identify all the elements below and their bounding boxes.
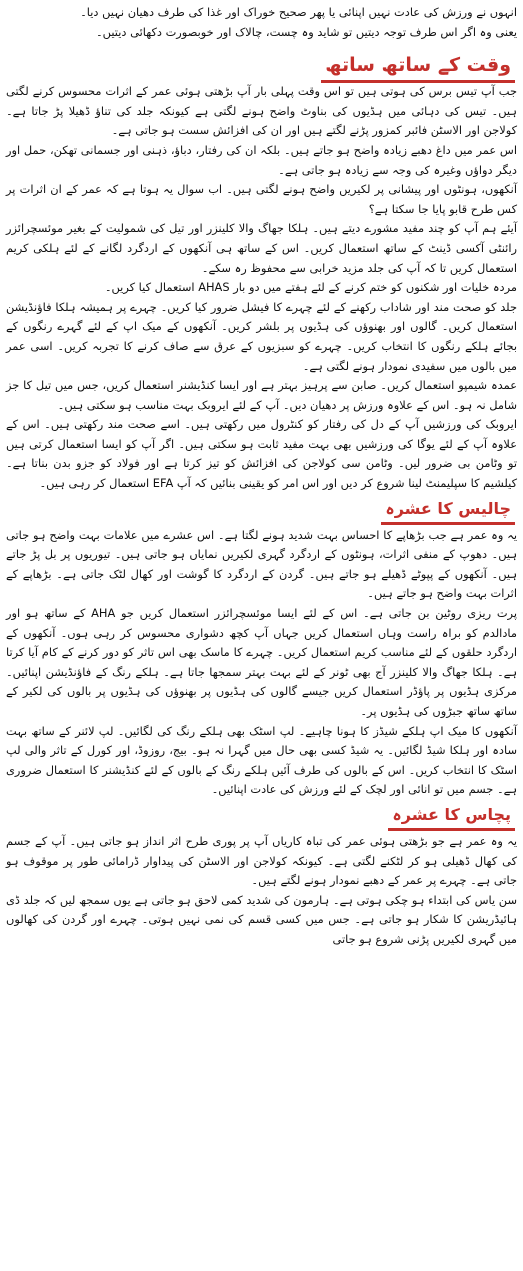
section-heading-forties	[0, 494, 523, 526]
section-title: پچاس کا عشرہ	[388, 804, 515, 831]
paragraph: اس عمر میں داغ دھبے زیادہ واضح ہو جاتے ہیں۔ بلکہ ان کی رفتار، دباؤ، ذہنی اور جسمانی تھکن، حمل اور دیگر دواؤں وغیرہ کی وجہ سے زیادہ ہو جاتی ہے۔	[6, 142, 517, 177]
paragraph: انہوں نے ورزش کی عادت نہیں اپنائی یا پھر صحیح خوراک اور غذا کی طرف دھیان نہیں دیا۔	[80, 5, 517, 19]
paragraph: یعنی وہ اگر اس طرف توجہ دیتیں تو شاید وہ چست، چالاک اور خوبصورت دکھائی دیتیں۔	[96, 24, 517, 39]
section-title: وقت کے ساتھ ساتھ	[321, 52, 515, 83]
paragraph: آیئے ہم آپ کو چند مفید مشورے دیتے ہیں۔ ہلکا جھاگ والا کلینزر اور تیل کی شمولیت کے بغیر موئسچرائزر رائنٹی آکسی ڈینٹ کے ساتھ استعمال کریں۔ اس کے ساتھ ہی آنکھوں کے اردگرد لگانے کے لئے ہلکی کریم استعمال کریں تا کہ آپ کی جلد مزید خرابی سے محفوظ رہ سکے۔	[6, 221, 517, 275]
paragraph: مردہ خلیات اور شکنوں کو ختم کرنے کے لئے ہفتے میں دو بار AHAS استعمال کیا کریں۔	[104, 280, 517, 295]
paragraph: یہ وہ عمر ہے جو بڑھتی ہوئی عمر کی تباہ کاریاں آپ پر پوری طرح اثر انداز ہو جاتی ہیں۔ آپ کے جسم کی کھال ڈھیلی ہو کر لٹکنے لگتی ہے۔ کیونکہ کولاجن اور الاسٹن کی پیداوار ڈرامائی طور پر موقوف ہو جاتی ہے۔ چہرے پر عمر کے دھبے نمودار ہونے لگتے ہیں۔	[6, 833, 517, 888]
paragraph: عمدہ شیمپو استعمال کریں۔ صابن سے پرہیز بہتر ہے اور ایسا کنڈیشنر استعمال کریں، جس میں تیل کا جز شامل نہ ہو۔ اس کے علاوہ ورزش پر دھیان دیں۔ آپ کے لئے ایروبک بہت مناسب ہو سکتی ہیں۔	[6, 378, 517, 412]
section-heading-with-time	[0, 50, 523, 82]
paragraph: پرت ریزی روٹین بن جاتی ہے۔ اس کے لئے ایسا موئسچرائزر استعمال کریں جو AHA کے ساتھ ہو اور مادالدم کو براہ راست وہاں استعمال کریں جہاں آپ کچھ دشواری محسوس کر رہی ہوں۔ آنکھوں کے اردگرد حلقوں کے لئے مناسب کریم استعمال کریں۔ چہرے کا ماسک بھی اس تاثر کو دور کرنے کے کام آیا کرتا ہے۔ ہلکا جھاگ والا کلینزر آج بھی ٹونر کے لئے بہت بہتر سمجھا جاتا ہے۔ ہلکے رنگ کے فاؤنڈیشن اپنائیں۔ مرکزی ہڈیوں پر پاؤڈر استعمال کریں جیسے گالوں کی ہڈیوں پر بھنوؤں کی ہڈیوں پر بالوں کی لکیر کے ساتھ ساتھ جبڑوں کی ہڈیوں پر۔	[6, 606, 517, 718]
section-heading-fifties	[0, 800, 523, 832]
section-with-time	[0, 82, 523, 493]
paragraph: جلد کو صحت مند اور شاداب رکھنے کے لئے چہرے کا فیشل ضرور کیا کریں۔ چہرے پر ہمیشہ ہلکا فاؤنڈیشن استعمال کریں۔ گالوں اور بھنوؤں کی ہڈیوں پر بلشر کریں۔ آنکھوں کے میک اپ کے لئے گہرے رنگوں کے بجائے ہلکے رنگوں کا انتخاب کریں۔ چہرے کو سبزیوں کے عرق سے صاف کرنے کا تجربہ کریں۔ اسی عمر میں بالوں میں سفیدی نمودار ہونے لگتی ہے۔	[6, 299, 517, 373]
paragraph: جب آپ تیس برس کی ہوتی ہیں تو اس وقت پہلی بار آپ بڑھتی ہوئی عمر کے اثرات محسوس کرنے لگتی ہیں۔ تیس کی دہائی میں ہڈیوں کی بناوٹ واضح ہونے لگتی ہے کیونکہ جلد کی تناؤ ڈھیلا پڑ جاتا ہے۔ کولاجن اور الاسٹن فائبر کمزور پڑنے لگتے ہیں اور ان کی افزائش سست ہو جاتی ہے۔	[6, 84, 517, 138]
paragraph: آنکھوں کا میک اپ ہلکے شیڈز کا ہونا چاہیے۔ لپ اسٹک بھی ہلکے رنگ کی لگائیں۔ لپ لائنر کے ساتھ بہت سادہ اور ہلکا شیڈ لگائیں۔ یہ شیڈ کسی بھی حال میں گہرا نہ ہو۔ بیج، روزوڈ، اور کورل کے تاثر والی لپ اسٹک کا انتخاب کریں۔ اس کے بالوں کی طرف آئیں ہلکے رنگ کے بالوں کے لئے کنڈیشنر کا استعمال ضروری ہے۔ جسم میں تو انائی اور لچک کے لئے ورزش کی عادت اپنائیں۔	[6, 723, 517, 797]
paragraph: ایروبک کی ورزشیں آپ کے دل کی رفتار کو کنٹرول میں رکھتی ہیں۔ اسے صحت مند رکھتی ہیں۔ اس کے علاوہ آپ کے لئے یوگا کی ورزشیں بھی بہت مفید ثابت ہو سکتی ہیں۔ اگر آپ کو ایسا استعمال کرتی ہیں تو وٹامن بی ضرور لیں۔ وٹامن سی کولاجن کی افزائش کو تیز کرتا ہے اور فولاد کو جزو بدن بناتا ہے۔ کیلشیم کا سپلیمنٹ لینا شروع کر دیں اور اس امر کو یقینی بنائیں کہ آپ EFA استعمال کر رہی ہیں۔	[6, 417, 517, 491]
paragraph: آنکھوں، ہونٹوں اور پیشانی پر لکیریں واضح ہونے لگتی ہیں۔ اب سوال یہ ہوتا ہے کہ عمر کے ان اثرات پر کس طرح قابو پایا جا سکتا ہے؟	[6, 182, 517, 216]
paragraph: سن یاس کی ابتداء ہو چکی ہوتی ہے۔ ہارمون کی شدید کمی لاحق ہو جاتی ہے یوں سمجھ لیں کہ جلد ڈی ہائیڈریشن کا شکار ہو جاتی ہے۔ جس میں کسی قسم کی نمی نہیں ہوتی۔ چہرے اور گردن کی کھالوں میں گہری لکیریں پڑنی شروع ہو جاتی	[6, 892, 517, 946]
section-fifties	[0, 832, 523, 950]
section-forties	[0, 526, 523, 800]
paragraph: یہ وہ عمر ہے جب بڑھاپے کا احساس بہت شدید ہونے لگتا ہے۔ اس عشرے میں علامات بہت واضح ہو جاتی ہیں۔ دھوپ کے منفی اثرات، ہونٹوں کے اردگرد گہری لکیریں نمایاں ہو جاتی ہیں۔ تیوریوں پر بل پڑ جاتے ہیں۔ آنکھوں کے پپوٹے ڈھیلے ہو جاتے ہیں۔ گردن کے اردگرد کا گوشت اور کھال لٹک جاتی ہے۔ بڑھاپے کے اثرات بہت واضح ہو جاتے ہیں۔	[6, 527, 517, 601]
intro	[0, 0, 523, 42]
section-title: چالیس کا عشرہ	[381, 498, 515, 525]
